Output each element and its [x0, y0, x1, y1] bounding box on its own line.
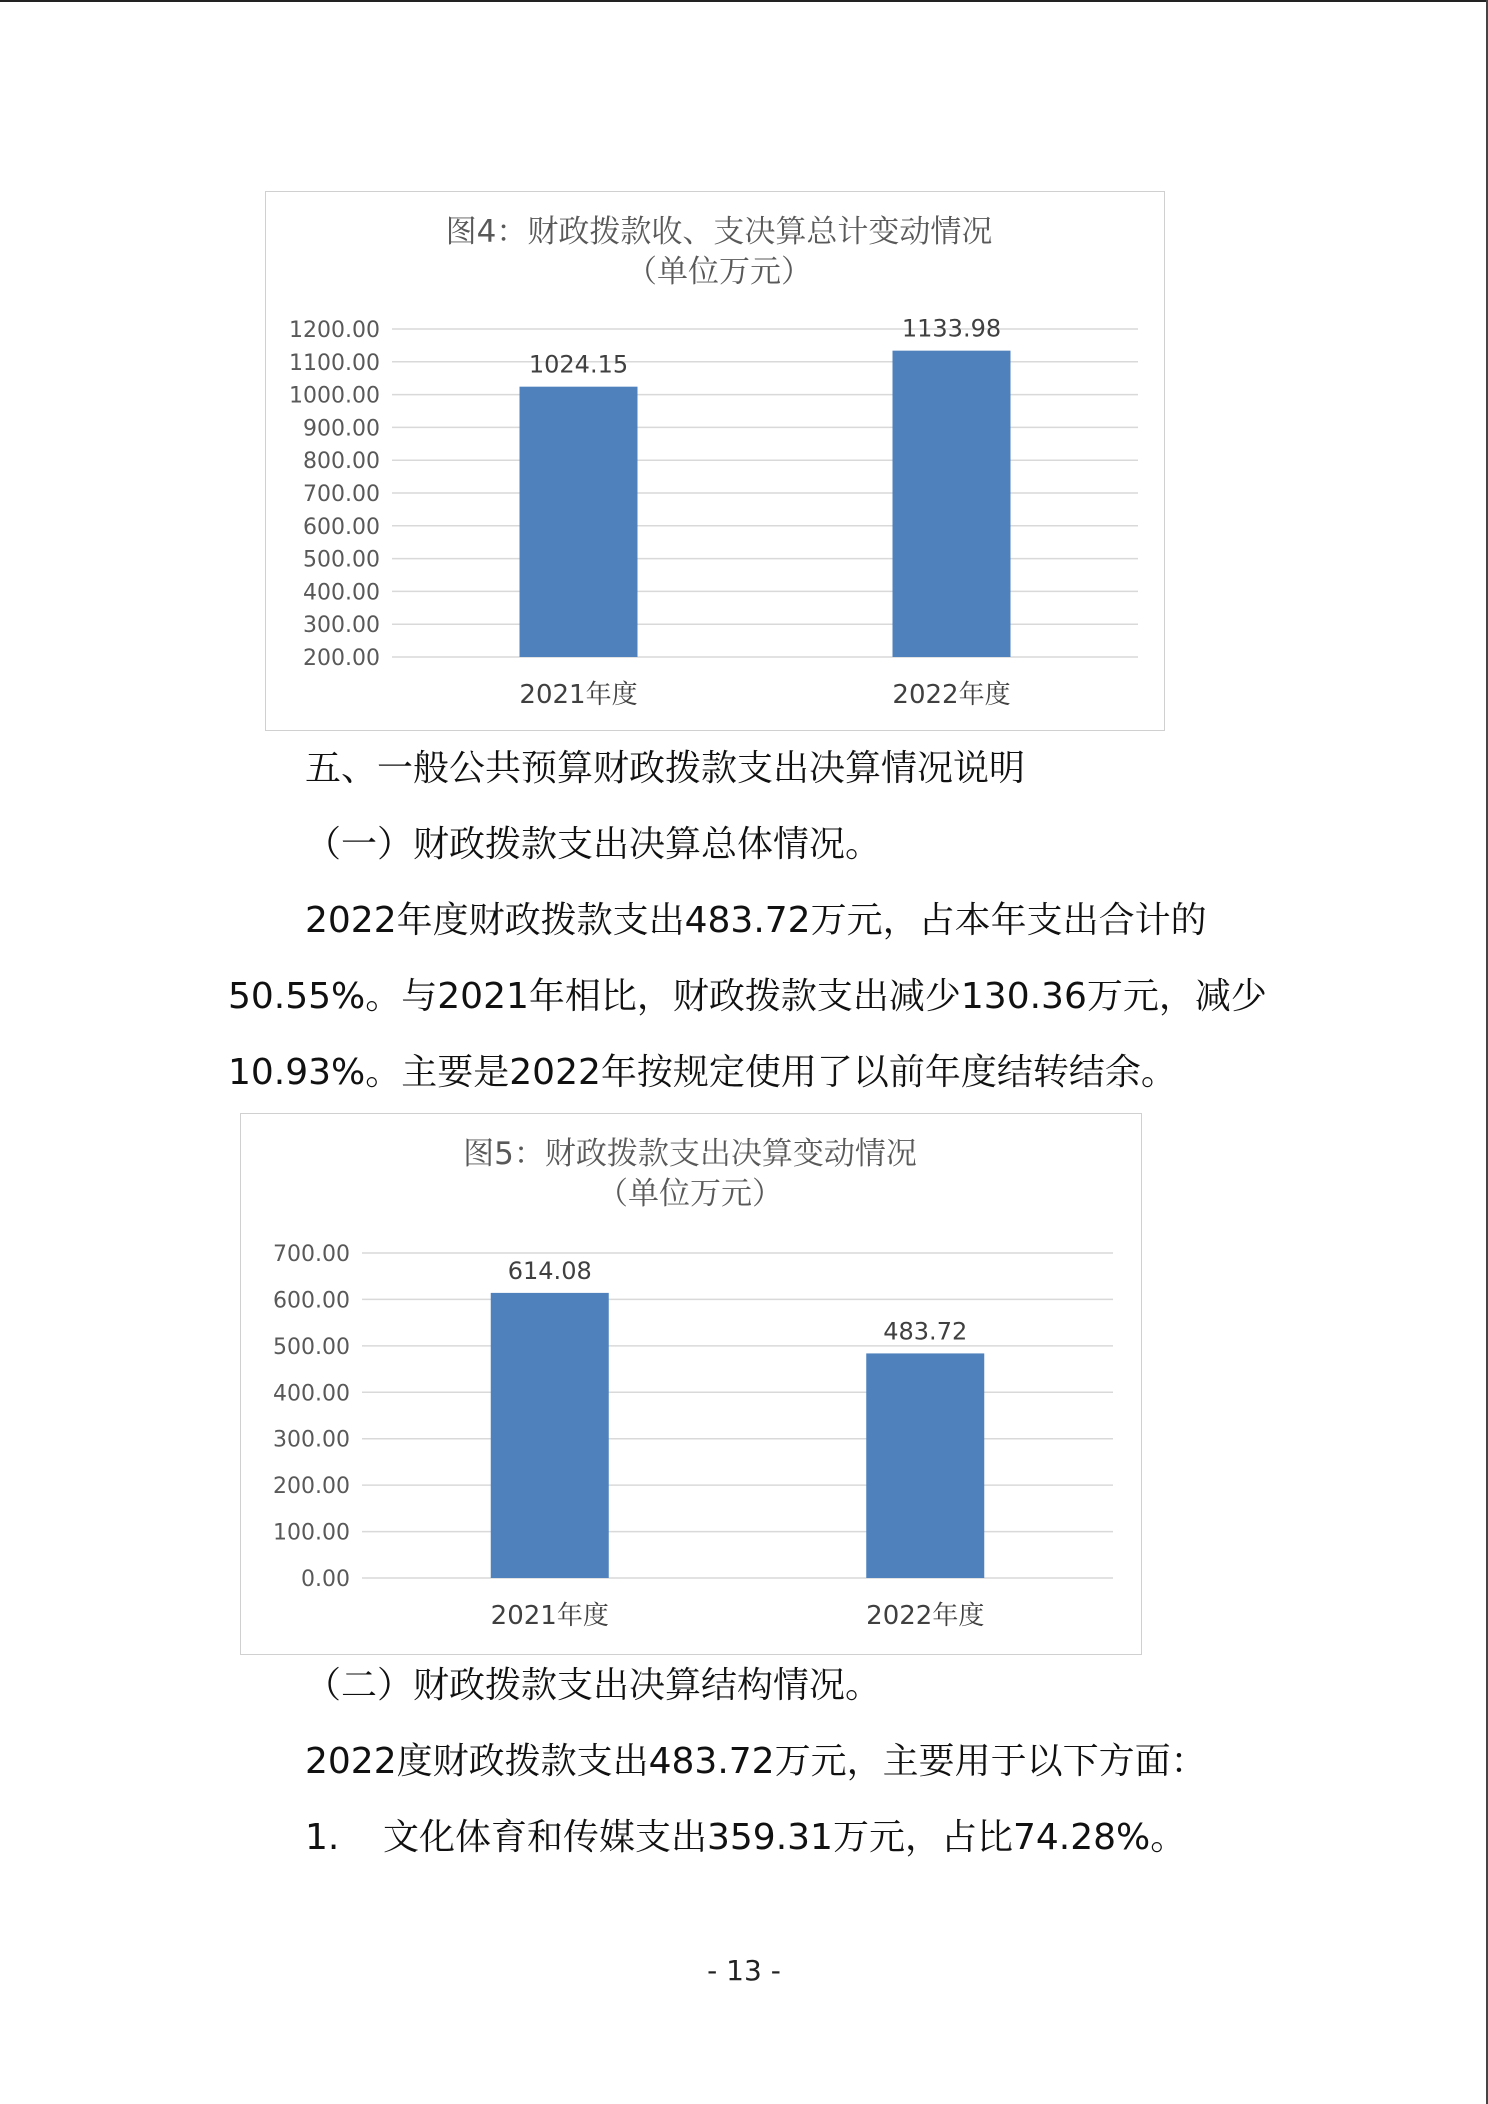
- y-tick-label: 600.00: [273, 1288, 350, 1314]
- chart-4-title-line2: （单位万元）: [626, 254, 812, 290]
- y-tick-label: 800.00: [303, 449, 380, 475]
- paragraph-1-line-2: 50.55%。与2021年相比，财政拨款支出减少130.36万元，减少: [228, 976, 1267, 1017]
- x-tick-label: 2022年度: [866, 1601, 985, 1631]
- y-tick-label: 1200.00: [289, 318, 380, 343]
- paragraph-1-line-3: 10.93%。主要是2022年按规定使用了以前年度结转结余。: [228, 1052, 1177, 1093]
- subsection-1-heading: （一）财政拨款支出决算总体情况。: [305, 824, 882, 865]
- y-tick-label: 100.00: [273, 1520, 350, 1546]
- bar-2021年度: [491, 1293, 609, 1578]
- data-label: 614.08: [507, 1256, 592, 1285]
- y-tick-label: 600.00: [303, 514, 380, 540]
- data-label: 1024.15: [528, 350, 629, 379]
- chart-5: [241, 1114, 1140, 1653]
- bar-2021年度: [520, 387, 638, 657]
- data-label: 1133.98: [901, 314, 1002, 343]
- x-tick-label: 2021年度: [519, 680, 638, 710]
- subsection-2-heading: （二）财政拨款支出决算结构情况。: [305, 1665, 882, 1706]
- y-tick-label: 900.00: [303, 416, 380, 442]
- paragraph-2-line-1: 2022度财政拨款支出483.72万元，主要用于以下方面：: [305, 1741, 1207, 1782]
- section-heading: 五、一般公共预算财政拨款支出决算情况说明: [305, 748, 1026, 789]
- page-number: - 13 -: [707, 1954, 781, 1987]
- y-tick-label: 500.00: [273, 1334, 350, 1360]
- page-border-top: [0, 0, 1488, 2]
- chart-5-frame: [240, 1113, 1142, 1655]
- chart-4-title-line1: 图4：财政拨款收、支决算总计变动情况: [445, 214, 993, 250]
- y-tick-label: 200.00: [303, 646, 380, 671]
- chart-4-frame: [265, 191, 1165, 731]
- bar-2022年度: [893, 351, 1011, 657]
- y-tick-label: 700.00: [303, 482, 380, 507]
- paragraph-1-line-1: 2022年度财政拨款支出483.72万元，占本年支出合计的: [305, 900, 1207, 941]
- list-item-1-text: 文化体育和传媒支出359.31万元，占比74.28%。: [383, 1817, 1187, 1858]
- y-tick-label: 1100.00: [289, 350, 380, 376]
- list-item-1-number: 1.: [305, 1817, 340, 1858]
- y-tick-label: 700.00: [273, 1242, 350, 1267]
- x-tick-label: 2022年度: [892, 680, 1011, 710]
- x-tick-label: 2021年度: [490, 1601, 609, 1631]
- y-tick-label: 200.00: [273, 1474, 350, 1500]
- bar-2022年度: [866, 1353, 984, 1578]
- y-tick-label: 0.00: [301, 1567, 350, 1592]
- chart-5-title-line2: （单位万元）: [597, 1176, 783, 1212]
- y-tick-label: 500.00: [303, 547, 380, 573]
- y-tick-label: 1000.00: [289, 383, 380, 409]
- y-tick-label: 300.00: [303, 613, 380, 639]
- y-tick-label: 300.00: [273, 1427, 350, 1453]
- y-tick-label: 400.00: [303, 580, 380, 606]
- data-label: 483.72: [883, 1317, 968, 1346]
- y-tick-label: 400.00: [273, 1381, 350, 1407]
- chart-4: [266, 192, 1163, 729]
- chart-5-title-line1: 图5：财政拨款支出决算变动情况: [463, 1136, 917, 1172]
